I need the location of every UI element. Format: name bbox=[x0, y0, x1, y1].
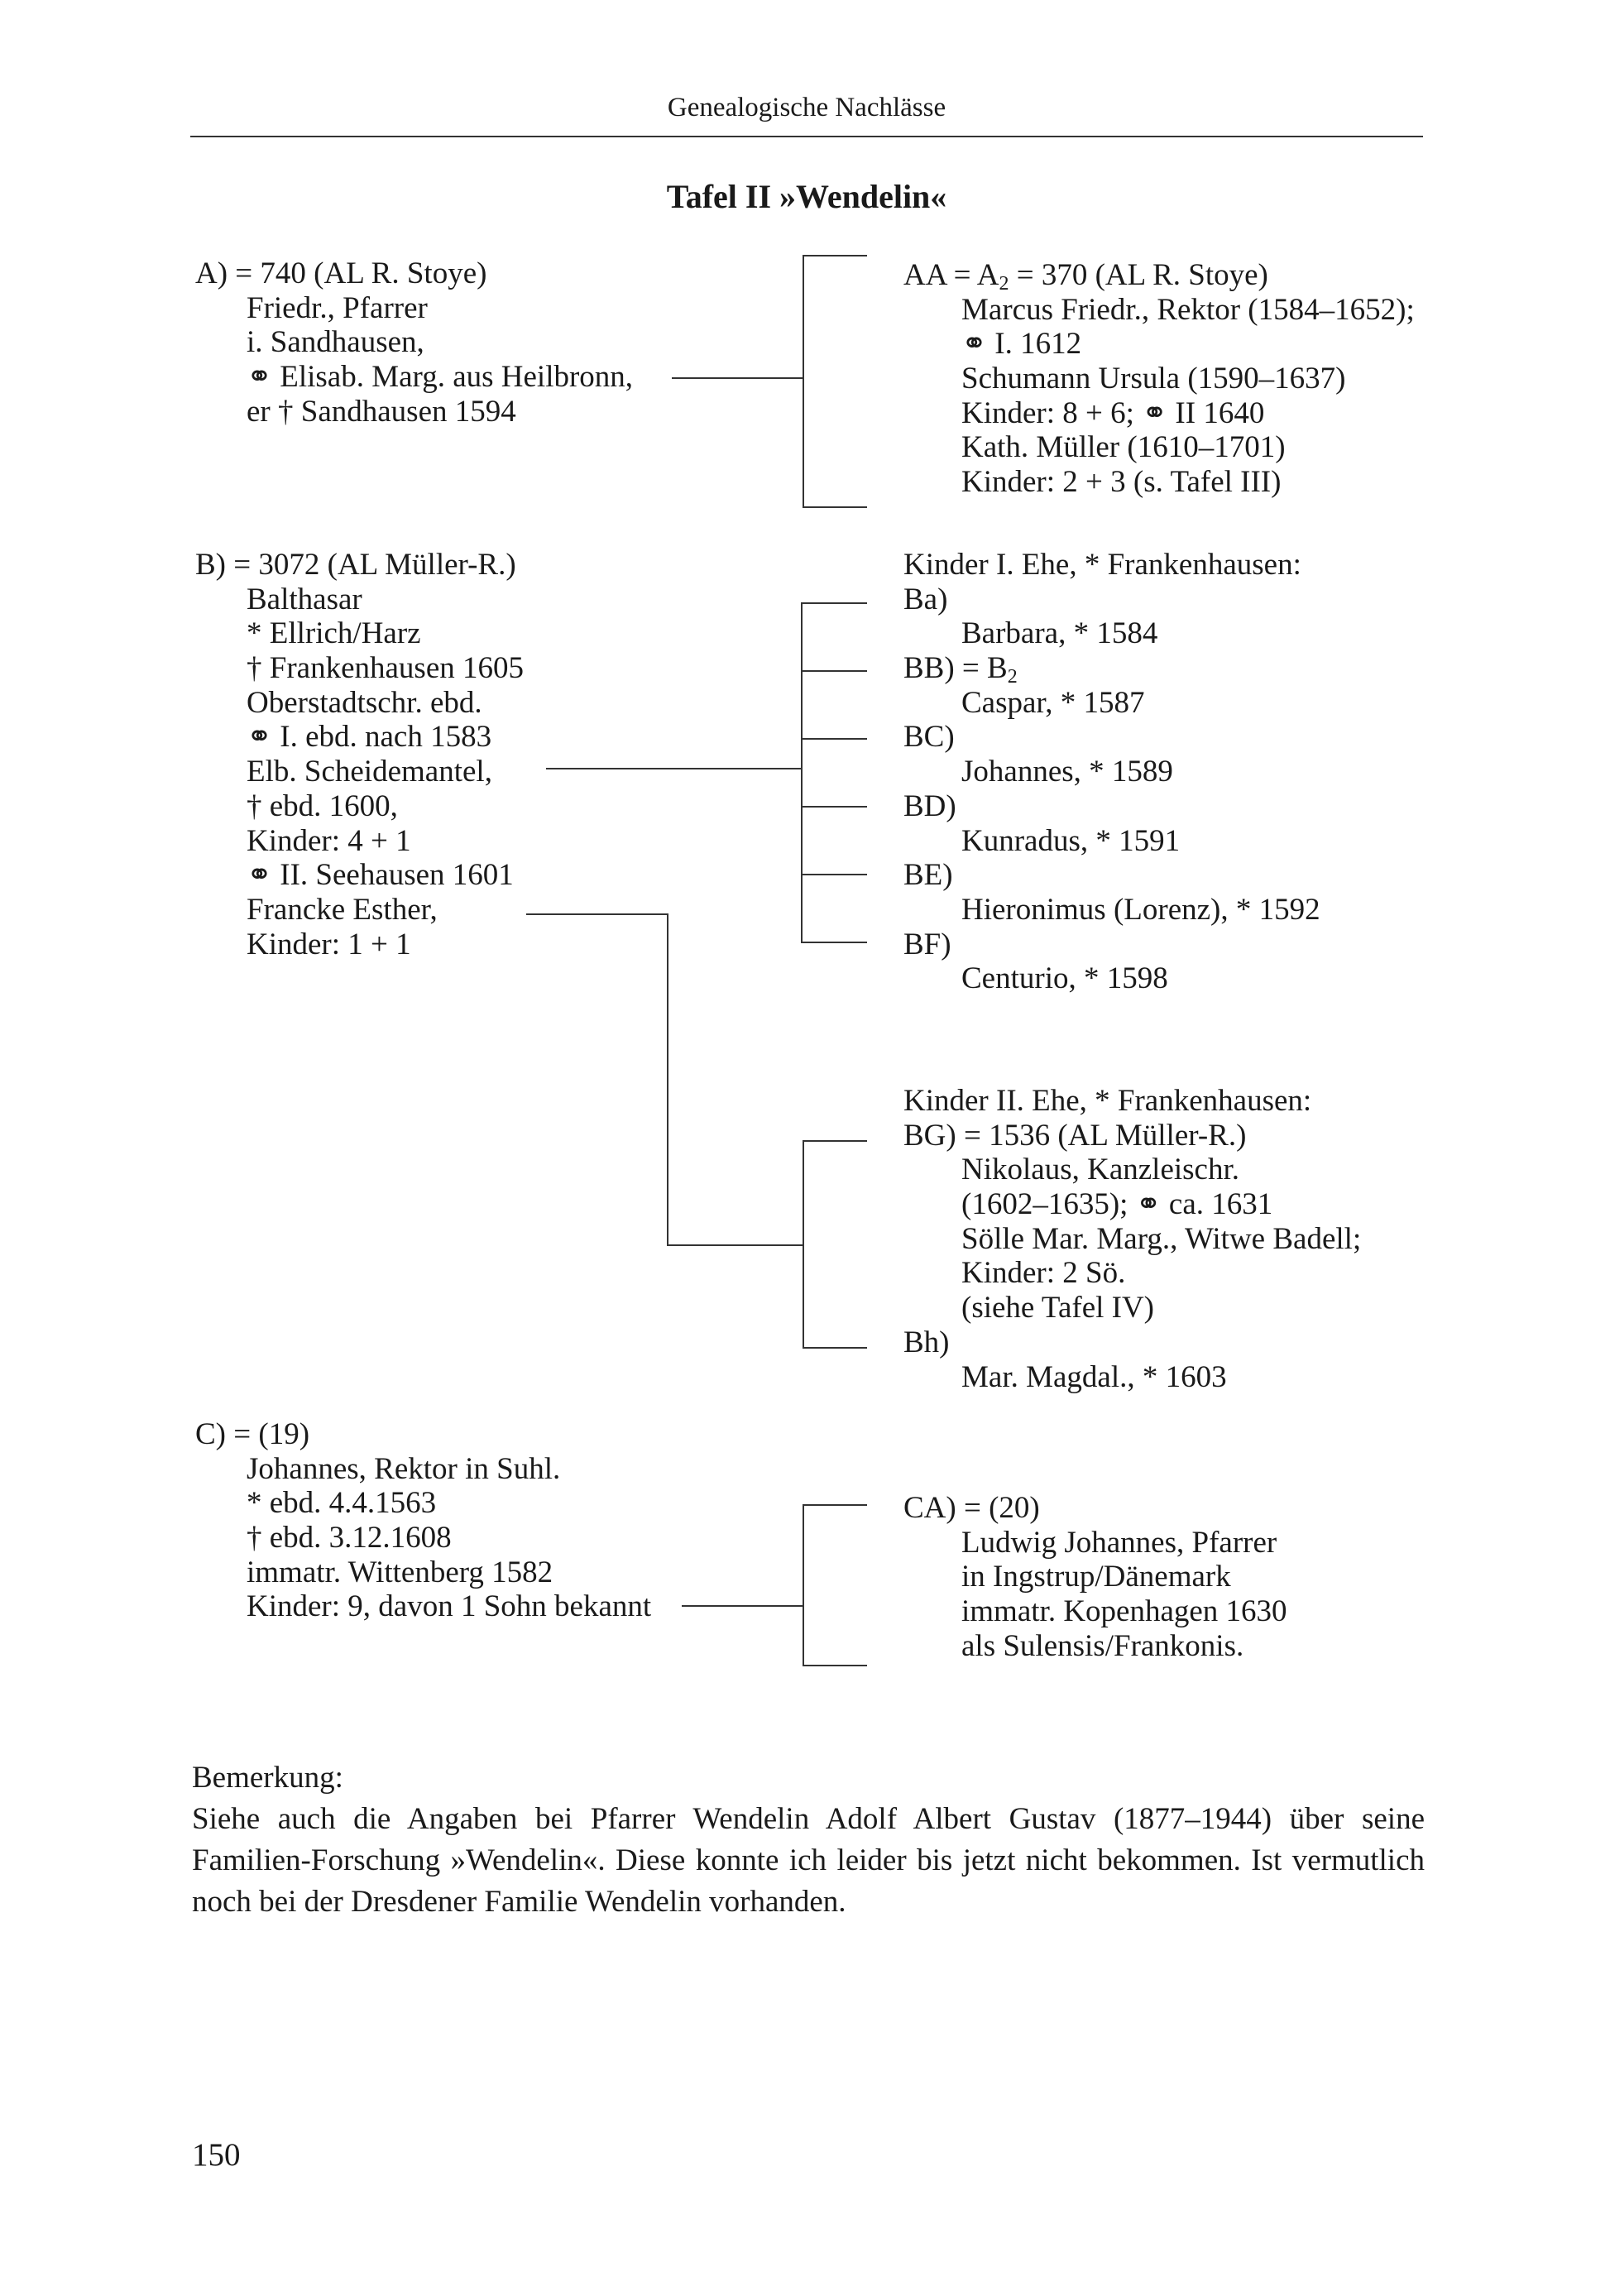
entry-ca-line: Ludwig Johannes, Pfarrer bbox=[961, 1525, 1277, 1560]
bracket-ca-vertical bbox=[803, 1504, 804, 1666]
entry-b-second-marriage bbox=[903, 1084, 1361, 1394]
entry-aa-line: Marcus Friedr., Rektor (1584–1652); bbox=[961, 292, 1415, 327]
entry-a bbox=[195, 256, 633, 429]
entry-aa bbox=[903, 258, 1415, 500]
connector-b-second-join bbox=[667, 1244, 804, 1246]
entry-aa-line: ⚭ I. 1612 bbox=[961, 327, 1082, 362]
child-name: Kunradus, * 1591 bbox=[961, 823, 1181, 858]
entry-b-line: ⚭ II. Seehausen 1601 bbox=[247, 858, 514, 893]
entry-b-line: Balthasar bbox=[247, 582, 362, 616]
entry-aa-heading: AA = $A_2 = 370$ (AL R. Stoye) bbox=[903, 258, 1268, 295]
child-label: BD) bbox=[903, 789, 956, 823]
entry-b-line: Kinder: 1 + 1 bbox=[247, 927, 411, 961]
entry-ca-line: CA) = (20) bbox=[903, 1491, 1040, 1525]
table-title: Tafel II »Wendelin« bbox=[666, 178, 947, 215]
connector-c-stem bbox=[682, 1605, 803, 1607]
bracket-ca-bottom bbox=[803, 1665, 867, 1666]
entry-aa-line: Kath. Müller (1610–1701) bbox=[961, 430, 1286, 465]
bracket-first-marriage-vertical bbox=[801, 602, 803, 943]
child-name: Hieronimus (Lorenz), * 1592 bbox=[961, 892, 1320, 927]
entry-a-line: Friedr., Pfarrer bbox=[247, 290, 428, 325]
entry-b-line: Elb. Scheidemantel, bbox=[247, 755, 492, 789]
child-label: Ba) bbox=[903, 582, 948, 616]
entry-ca-line: immatr. Kopenhagen 1630 bbox=[961, 1594, 1287, 1629]
entry-c-line: Johannes, Rektor in Suhl. bbox=[247, 1451, 561, 1486]
entry-a-line: ⚭ Elisab. Marg. aus Heilbronn, bbox=[247, 360, 634, 395]
entry-aa-line: Schumann Ursula (1590–1637) bbox=[961, 362, 1346, 396]
bracket-tick-bh bbox=[803, 1347, 867, 1349]
entry-b-line: † Frankenhausen 1605 bbox=[247, 651, 524, 686]
child-name: Caspar, * 1587 bbox=[961, 685, 1145, 720]
bracket-second-marriage-vertical bbox=[803, 1140, 804, 1349]
bracket-tick-bg bbox=[803, 1140, 867, 1142]
page-number: 150 bbox=[192, 2137, 241, 2173]
entry-b-line: B) = 3072 (AL Müller-R.) bbox=[195, 548, 516, 582]
child-label: BF) bbox=[903, 927, 951, 961]
child-label: Bh) bbox=[903, 1325, 950, 1359]
connector-b-first-stem bbox=[546, 768, 801, 769]
entry-b-line: † ebd. 1600, bbox=[247, 789, 398, 823]
entry-b bbox=[195, 548, 524, 961]
bracket-tick-bf bbox=[801, 942, 867, 943]
entry-b-line: ⚭ I. ebd. nach 1583 bbox=[247, 720, 492, 755]
entry-c bbox=[195, 1417, 651, 1624]
entry-c-line: † ebd. 3.12.1608 bbox=[247, 1521, 452, 1555]
entry-a-line: A) = 740 (AL R. Stoye) bbox=[195, 256, 487, 290]
child-label: BG) = 1536 (AL Müller-R.) bbox=[903, 1118, 1247, 1153]
bracket-tick-ba bbox=[801, 602, 867, 604]
entry-c-line: C) = (19) bbox=[195, 1417, 310, 1451]
entry-c-line: * ebd. 4.4.1563 bbox=[247, 1486, 437, 1521]
child-label: BE) bbox=[903, 858, 953, 893]
remark-label: Bemerkung: bbox=[192, 1761, 343, 1795]
bracket-tick-bb bbox=[801, 670, 867, 672]
entry-ca bbox=[903, 1491, 1287, 1663]
entry-a-line: i. Sandhausen, bbox=[247, 325, 424, 360]
child-detail: Kinder: 2 Sö. bbox=[961, 1256, 1126, 1291]
entry-b-first-marriage bbox=[903, 548, 1320, 996]
child-detail: Sölle Mar. Marg., Witwe Badell; bbox=[961, 1221, 1362, 1256]
entry-aa-line: Kinder: 2 + 3 (s. Tafel III) bbox=[961, 465, 1282, 500]
child-detail: (1602–1635); ⚭ ca. 1631 bbox=[961, 1187, 1273, 1222]
entry-b-line: Oberstadtschr. ebd. bbox=[247, 685, 482, 720]
child-name: Mar. Magdal., * 1603 bbox=[961, 1359, 1227, 1394]
first-marriage-heading: Kinder I. Ehe, * Frankenhausen: bbox=[903, 548, 1301, 582]
child-name: Johannes, * 1589 bbox=[961, 755, 1173, 789]
connector-b-second-stem bbox=[526, 913, 668, 915]
child-label: BC) bbox=[903, 720, 955, 755]
entry-a-line: er † Sandhausen 1594 bbox=[247, 394, 516, 429]
child-detail: (siehe Tafel IV) bbox=[961, 1291, 1155, 1325]
entry-aa-line: Kinder: 8 + 6; ⚭ II 1640 bbox=[961, 395, 1265, 430]
bracket-aa-vertical bbox=[803, 255, 804, 508]
entry-b-line: Kinder: 4 + 1 bbox=[247, 823, 411, 858]
entry-c-line: Kinder: 9, davon 1 Sohn bekannt bbox=[247, 1589, 652, 1624]
bracket-aa-bottom bbox=[803, 506, 867, 508]
entry-ca-line: in Ingstrup/Dänemark bbox=[961, 1560, 1231, 1594]
child-detail: Nikolaus, Kanzleischr. bbox=[961, 1153, 1239, 1187]
remark-section bbox=[192, 1757, 1425, 1923]
running-header: Genealogische Nachlässe bbox=[667, 93, 946, 122]
child-name: Barbara, * 1584 bbox=[961, 616, 1158, 651]
bracket-ca-top bbox=[803, 1504, 867, 1506]
bracket-tick-bc bbox=[801, 738, 867, 740]
connector-b-second-drop bbox=[667, 913, 668, 1246]
bracket-tick-bd bbox=[801, 806, 867, 808]
child-label: $BB) = B_2$ bbox=[903, 651, 1018, 688]
entry-c-line: immatr. Wittenberg 1582 bbox=[247, 1555, 553, 1589]
entry-b-line: * Ellrich/Harz bbox=[247, 616, 421, 651]
child-name: Centurio, * 1598 bbox=[961, 961, 1168, 996]
entry-b-line: Francke Esther, bbox=[247, 892, 438, 927]
connector-a-stem bbox=[672, 377, 803, 379]
bracket-aa-top bbox=[803, 255, 867, 256]
entry-ca-line: als Sulensis/Frankonis. bbox=[961, 1628, 1244, 1663]
second-marriage-heading: Kinder II. Ehe, * Frankenhausen: bbox=[903, 1084, 1312, 1118]
bracket-tick-be bbox=[801, 874, 867, 875]
header-rule bbox=[190, 136, 1423, 137]
remark-text: Siehe auch die Angaben bei Pfarrer Wendelin Adolf Albert Gustav (1877–1944) über seine Familien-Forschung »Wendelin«. Diese konnte ich leider bis jetzt nicht bekommen. Ist vermutlich noch bei der Dresdener Familie Wendelin vorhanden. bbox=[192, 1802, 1425, 1919]
